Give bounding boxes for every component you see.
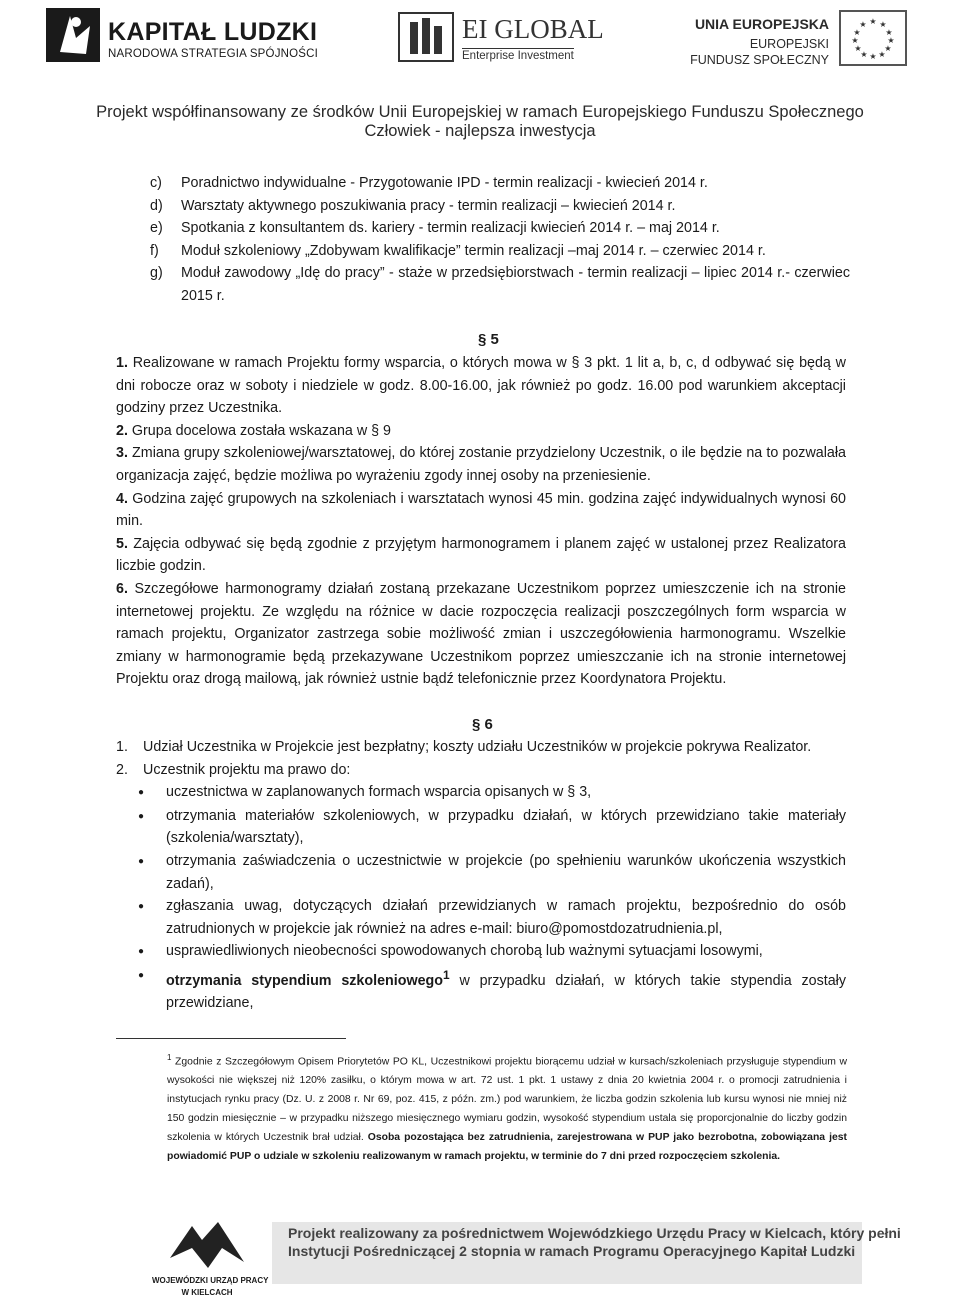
ue-line2: EUROPEJSKI	[749, 37, 829, 51]
list-item: d) Warsztaty aktywnego poszukiwania pracy - termin realizacji – kwiecień 2014 r.	[150, 197, 676, 214]
list-item: ● otrzymania materiałów szkoleniowych, w przypadku działań, w których przewidziano takie materiały (szkolenia/warsztaty),	[138, 805, 846, 850]
rights-list	[116, 781, 846, 1015]
ei-global-emblem-icon	[398, 12, 454, 62]
section-5-item: 2. Grupa docelowa została wskazana w § 9	[116, 422, 391, 439]
section-5-body	[116, 352, 846, 691]
bullet-icon: ●	[138, 946, 145, 958]
wup-name-line1: WOJEWÓDZKI URZĄD PRACY	[152, 1276, 269, 1285]
list-item: ● otrzymania stypendium szkoleniowego$^1$ w przypadku działań, w których takie stypendia zostały przewidziane,	[138, 964, 846, 1015]
section-6-heading: § 6	[472, 716, 493, 733]
svg-text:★: ★	[869, 52, 877, 61]
list-item: ● otrzymania zaświadczenia o uczestnictwie w projekcie (po spełnieniu warunków ukończenia wszystkich zadań),	[138, 850, 846, 895]
list-item: ● usprawiedliwionych nieobecności spowodowanych chorobą lub ważnymi sytuacjami losowymi,	[138, 940, 846, 964]
list-item: f) Moduł szkoleniowy „Zdobywam kwalifikacje” termin realizacji –maj 2014 r. – czerwiec 2014 r.	[150, 242, 766, 259]
section-5-item: 5. Zajęcia odbywać się będą zgodnie z przyjętym harmonogramem i planem zajęć w ustalonej przez Realizatora liczbie godzin.	[116, 535, 846, 575]
eu-flag-icon	[839, 10, 907, 66]
list-item: e) Spotkania z konsultantem ds. kariery - termin realizacji kwiecień 2014 r. – maj 2014 r.	[150, 220, 720, 237]
list-item: g) Moduł zawodowy „Idę do pracy” - staże w przedsiębiorstwach - termin realizacji – lipiec 2014 r.- czerwiec 2015 r.	[150, 265, 850, 304]
ue-logo	[690, 10, 915, 68]
svg-text:★: ★	[887, 36, 895, 45]
ue-line1: UNIA EUROPEJSKA	[694, 16, 829, 32]
wup-logo	[152, 1218, 269, 1302]
wup-name-line2: W KIELCACH	[181, 1288, 233, 1297]
svg-text:★: ★	[851, 36, 859, 45]
footer-text	[288, 1224, 901, 1261]
cofinancing-line2: Człowiek - najlepsza inwestycja	[364, 122, 596, 140]
list-item: ● zgłaszania uwag, dotyczących działań przewidzianych w ramach projektu, bezpośrednio do osób zatrudnionych w projekcie jak również na adres e-mail: biuro@pomostdozatrudnienia.pl,	[138, 895, 846, 940]
schedule-list	[150, 172, 850, 308]
section-5-item: 3. Zmiana grupy szkoleniowej/warsztatowej, do której zostanie przydzielony Uczestnik, o ile będzie na to pozwalała organizacja zajęć, będzie możliwa po wyrażeniu zgody innej osoby na przeniesienie.	[116, 445, 846, 484]
ei-global-title: EI GLOBAL	[462, 14, 604, 44]
footnote-divider	[116, 1038, 346, 1039]
svg-text:★: ★	[860, 50, 868, 59]
ue-line3: FUNDUSZ SPOŁECZNY	[690, 53, 829, 67]
list-item: c) Poradnictwo indywidualne - Przygotowanie IPD - termin realizacji - kwiecień 2014 r.	[150, 175, 708, 191]
ei-global-logo	[398, 12, 604, 64]
kapital-ludzki-subtitle: NARODOWA STRATEGIA SPÓJNOŚCI	[108, 48, 319, 60]
bullet-icon: ●	[138, 969, 145, 981]
section-6-item: 1. Udział Uczestnika w Projekcie jest bezpłatny; koszty udziału Uczestników w projekcie pokrywa Realizator.	[116, 739, 812, 755]
bullet-icon: ●	[138, 810, 145, 822]
svg-text:★: ★	[869, 17, 877, 26]
cofinancing-line1: Projekt współfinansowany ze środków Unii Europejskiej w ramach Europejskiego Funduszu Społecznego	[96, 103, 864, 121]
section-5-item: 6. Szczegółowe harmonogramy działań zostaną przekazane Uczestnikom poprzez umieszczenie ich na stronie internetowej projektu. Ze względu na różnice w dacie rozpoczęcia realizacji poszczególnych form wsparcia w ramach projektu, Organizator zastrzega sobie możliwość zmian i uszczegółowienia harmonogramu. Wszelkie zmiany w harmonogramie będą przekazywane Uczestnikom poprzez umieszczanie ich na stronie internetowej Projektu oraz drogą mailową, jak również ustnie bądź telefonicznie przez Koordynatora Projektu.	[116, 580, 846, 688]
bullet-icon: ●	[138, 855, 145, 867]
svg-text:★: ★	[885, 28, 893, 37]
svg-text:★: ★	[884, 44, 892, 53]
section-5-heading: § 5	[478, 331, 499, 348]
wup-emblem-icon	[162, 1218, 252, 1274]
kapital-ludzki-title: KAPITAŁ LUDZKI	[108, 18, 318, 46]
footnote: $^1$ Zgodnie z Szczegółowym Opisem Priorytetów PO KL, Uczestnikowi projektu biorącemu udział w kursach/szkoleniach przysługuje stypendium w wysokości nie większej niż 120% zasiłku, o którym mowa w art. 72 ust. 1 pkt. 1 ustawy z dnia 20 kwietnia 2004 r. o promocji zatrudnienia i instytucjach rynku pracy (Dz. U. z 2008 r. Nr 69, poz. 415, z późn. zm.) pod warunkiem, że liczba godzin szkolenia lub kursu wynosi nie mniej niż 150 godzin miesięcznie – w przypadku niższego miesięcznego wymiaru godzin, wysokość stypendium ustala się proporcjonalnie do liczby godzin szkolenia w których Uczestnik brał udział. Osoba pozostająca bez zatrudnienia, zarejestrowana w PUP jako bezrobotna, zobowiązana jest powiadomić PUP o udziale w szkoleniu realizowanym w ramach projektu, w terminie do 7 dni przed rozpoczęciem szkolenia.	[167, 1053, 847, 1163]
kapital-ludzki-logo	[46, 6, 319, 66]
bullet-icon: ●	[138, 901, 145, 913]
svg-text:★: ★	[854, 44, 862, 53]
ei-global-subtitle: Enterprise Investment	[462, 50, 574, 62]
svg-text:★: ★	[859, 20, 867, 29]
section-5-item: 4. Godzina zajęć grupowych na szkoleniach i warsztatach wynosi 45 min. godzina zajęć indywidualnych wynosi 60 min.	[116, 490, 846, 530]
footer-line2: Instytucji Pośredniczącej 2 stopnia w ramach Programu Operacyjnego Kapitał Ludzki	[288, 1243, 856, 1260]
bullet-icon: ●	[138, 787, 145, 799]
svg-text:★: ★	[853, 28, 861, 37]
svg-text:★: ★	[878, 50, 886, 59]
section-6-body	[116, 736, 846, 1015]
svg-text:★: ★	[879, 20, 887, 29]
section-5-item: 1. Realizowane w ramach Projektu formy wsparcia, o których mowa w § 3 pkt. 1 lit a, b, c, d odbywać się będą w dni robocze oraz w soboty i niedziele w godz. 8.00-16.00, jak również po godz. 16.00 pod warunkiem akceptacji godziny przez Uczestnika.	[116, 355, 846, 417]
footer-line1: Projekt realizowany za pośrednictwem Wojewódzkiego Urzędu Pracy w Kielcach, który pełni	[288, 1225, 901, 1241]
kapital-ludzki-emblem-icon	[46, 8, 100, 62]
list-item: ● uczestnictwa w zaplanowanych formach wsparcia opisanych w § 3,	[138, 781, 846, 805]
section-6-item: 2. Uczestnik projektu ma prawo do:	[116, 761, 351, 778]
